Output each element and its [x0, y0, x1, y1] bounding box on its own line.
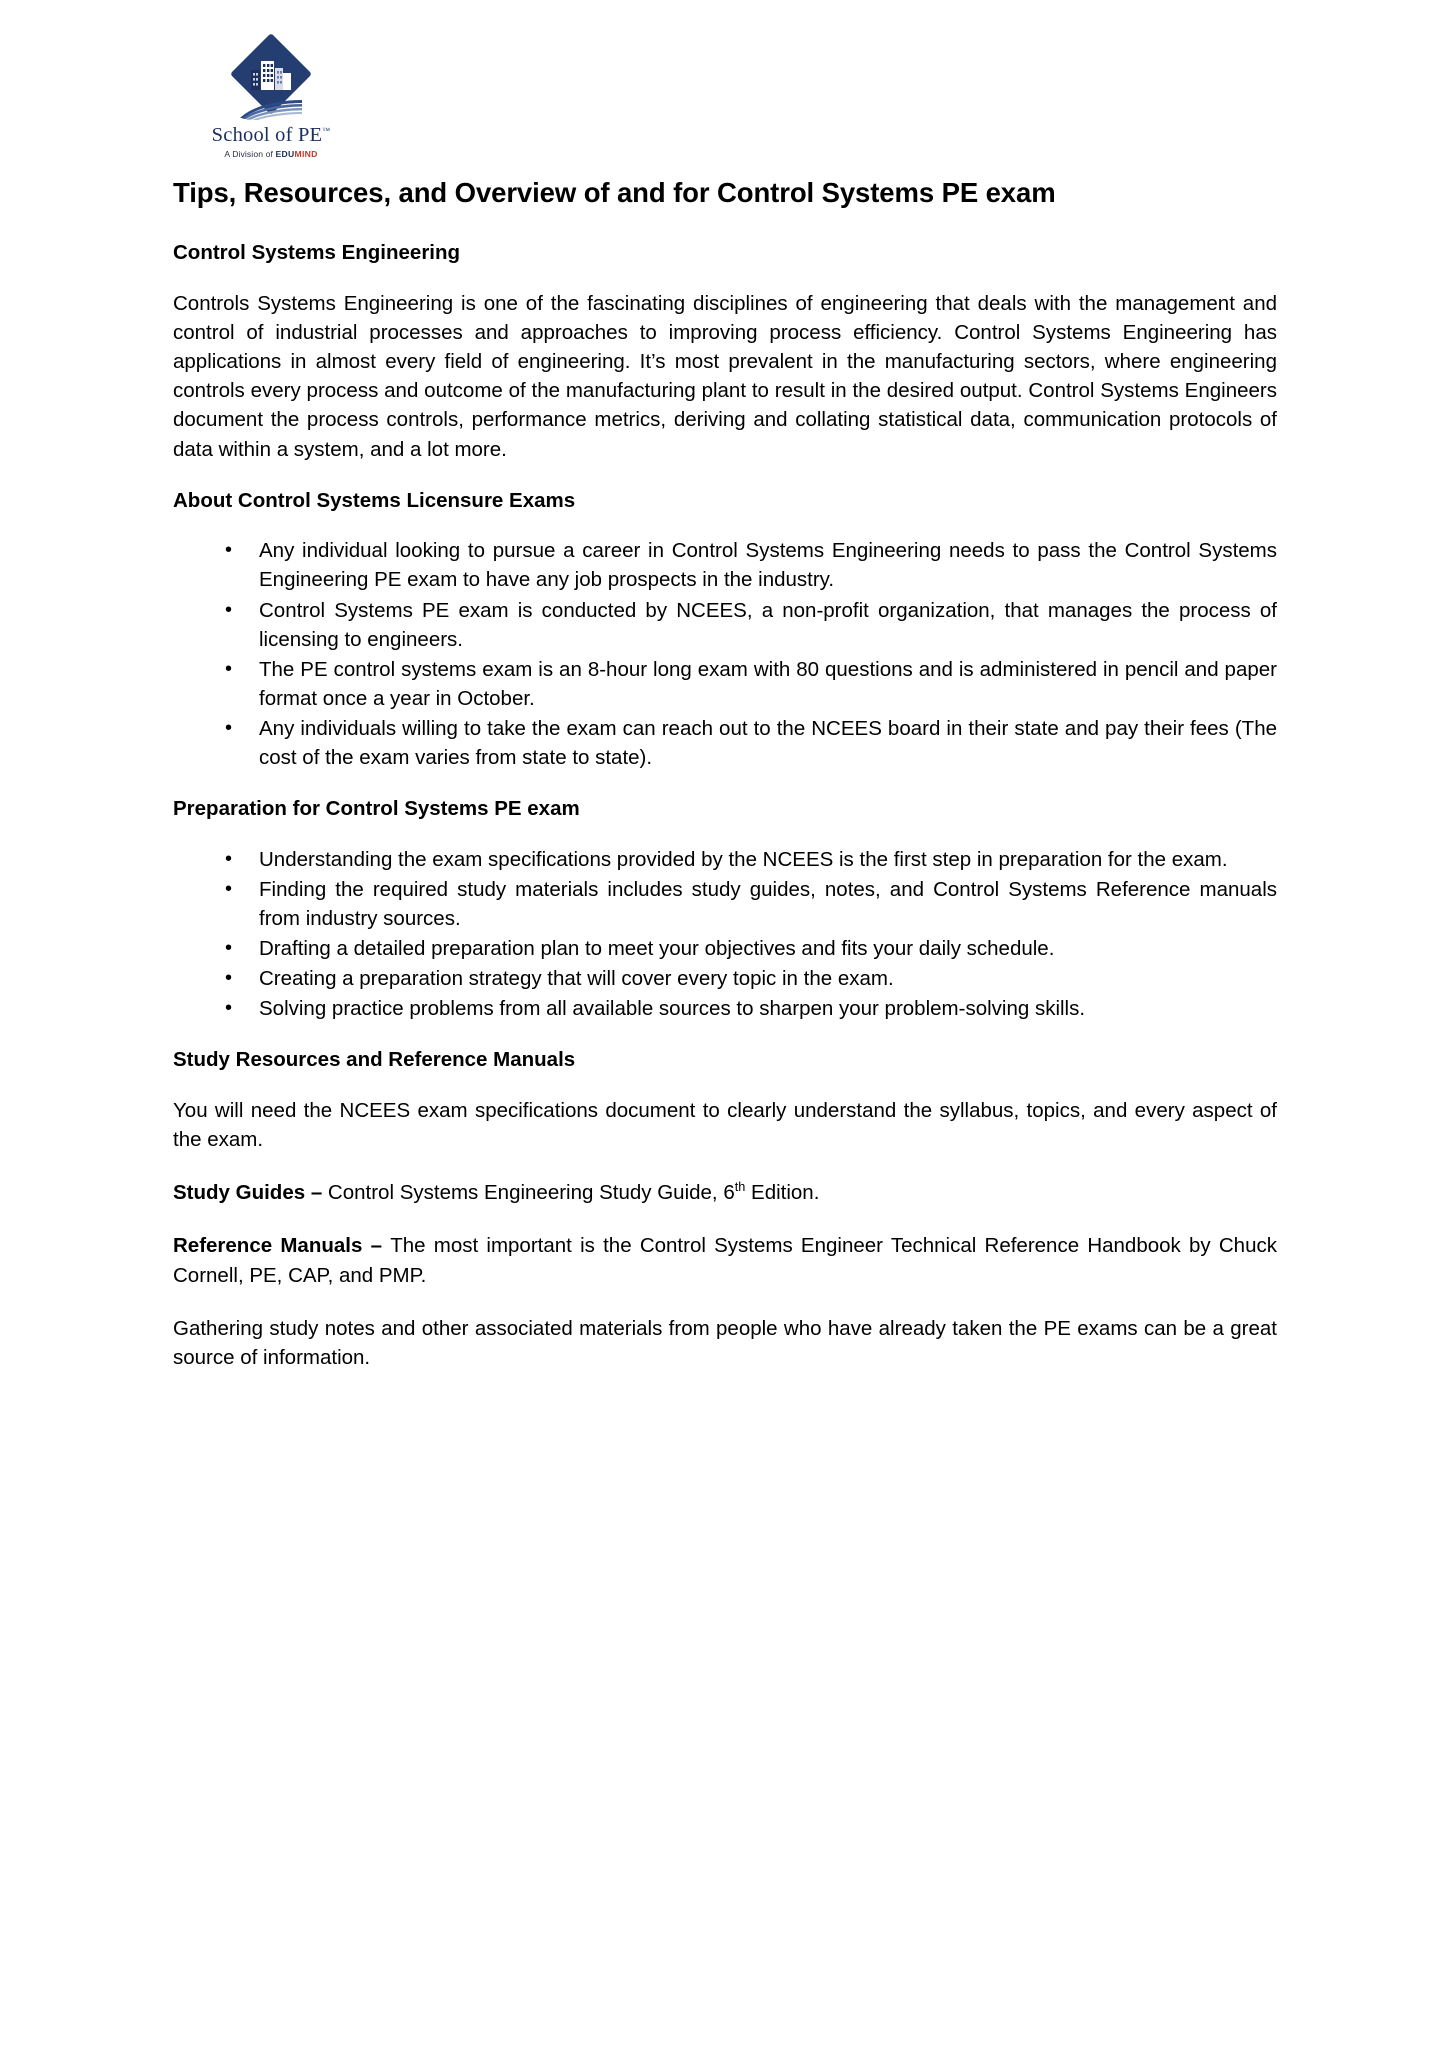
study-guides-text-after: Edition. — [745, 1181, 820, 1205]
list-item-text: Drafting a detailed preparation plan to meet your objectives and fits your daily schedule. — [259, 937, 1055, 961]
list-item — [173, 714, 1277, 772]
list-item-text: Creating a preparation strategy that will cover every topic in the exam. — [259, 967, 894, 991]
page-title: Tips, Resources, and Overview of and for Control Systems PE exam — [173, 177, 1056, 208]
reference-manuals-text: The most important is the Control Systems Engineer Technical Reference Handbook by Chuck Cornell, PE, CAP, and PMP. — [173, 1234, 1277, 1287]
list-item — [173, 964, 1277, 993]
bullet-icon: • — [225, 997, 233, 1020]
bullet-icon: • — [225, 598, 233, 621]
logo-tagline — [196, 149, 346, 159]
paragraph-closing: Gathering study notes and other associated materials from people who have already taken the PE exams can be a great source of information. — [173, 1316, 1277, 1369]
list-item — [173, 655, 1277, 713]
bullet-icon: • — [225, 539, 233, 562]
trademark-symbol: ™ — [322, 126, 331, 136]
list-item — [173, 845, 1277, 874]
bullet-icon: • — [225, 657, 233, 680]
buildings-icon — [250, 58, 292, 90]
list-item-text: Any individual looking to pursue a career in Control Systems Engineering needs to pass the Control Systems Engineering PE exam to have any job prospects in the industry. — [259, 539, 1277, 592]
list-item — [173, 994, 1277, 1023]
heading-preparation: Preparation for Control Systems PE exam — [173, 797, 580, 821]
paragraph-intro: Controls Systems Engineering is one of the fascinating disciplines of engineering that deals with the management and control of industrial processes and approaches to improving process efficiency. Control Systems Engineering has applications in almost every field of engineering. It’s most prevalent in the manufacturing sectors, where engineering controls every process and outcome of the manufacturing plant to result in the desired output. Control Systems Engineers document the process controls, performance metrics, deriving and collating statistical data, communication protocols of data within a system, and a lot more. — [173, 292, 1277, 461]
list-item-text: Solving practice problems from all available sources to sharpen your problem-solving skills. — [259, 997, 1086, 1021]
heading-control-systems-engineering: Control Systems Engineering — [173, 241, 461, 265]
list-item-text: Understanding the exam specifications provided by the NCEES is the first step in preparation for the exam. — [259, 847, 1228, 871]
bullet-icon: • — [225, 716, 233, 739]
list-item-text: Any individuals willing to take the exam can reach out to the NCEES board in their state and pay their fees (The cost of the exam varies from state to state). — [259, 716, 1277, 770]
list-preparation — [173, 845, 1277, 1024]
list-item — [173, 875, 1277, 933]
study-guides-text-before: Control Systems Engineering Study Guide, 6 — [327, 1181, 735, 1205]
list-item — [173, 596, 1277, 654]
study-guides-ordinal-suffix: th — [734, 1179, 746, 1195]
list-item — [173, 536, 1277, 594]
heading-study-resources: Study Resources and Reference Manuals — [173, 1048, 576, 1072]
school-of-pe-logo — [196, 44, 346, 159]
bullet-icon: • — [225, 877, 233, 900]
heading-about-licensure-exams: About Control Systems Licensure Exams — [173, 488, 576, 512]
bullet-icon: • — [225, 967, 233, 990]
logo-wordmark — [196, 124, 346, 147]
reference-manuals-label: Reference Manuals – — [173, 1234, 391, 1258]
list-item — [173, 934, 1277, 963]
document-content — [173, 176, 1277, 1396]
tagline-prefix: A Division of — [224, 148, 273, 159]
list-item-text: The PE control systems exam is an 8-hour long exam with 80 questions and is administered in pencil and paper format once a year in October. — [259, 657, 1277, 710]
list-about-licensure-exams — [173, 536, 1277, 772]
tagline-mind: MIND — [294, 148, 318, 159]
bullet-icon: • — [225, 937, 233, 960]
list-item-text: Finding the required study materials includes study guides, notes, and Control Systems Reference manuals from industry sources. — [259, 877, 1277, 931]
buildings-diamond-logo-icon — [225, 44, 317, 122]
swoosh-icon — [238, 98, 304, 120]
list-item-text: Control Systems PE exam is conducted by NCEES, a non-profit organization, that manages the process of licensing to engineers. — [259, 598, 1277, 651]
bullet-icon: • — [225, 847, 233, 870]
paragraph-reference-manuals — [173, 1231, 1277, 1289]
tagline-edu: EDU — [275, 148, 295, 159]
study-guides-label: Study Guides – — [173, 1181, 328, 1205]
paragraph-study-guides — [173, 1178, 1277, 1207]
paragraph-study-resources: You will need the NCEES exam specifications document to clearly understand the syllabus, topics, and every aspect of the exam. — [173, 1099, 1277, 1152]
logo-name-text: School of PE — [211, 124, 323, 146]
